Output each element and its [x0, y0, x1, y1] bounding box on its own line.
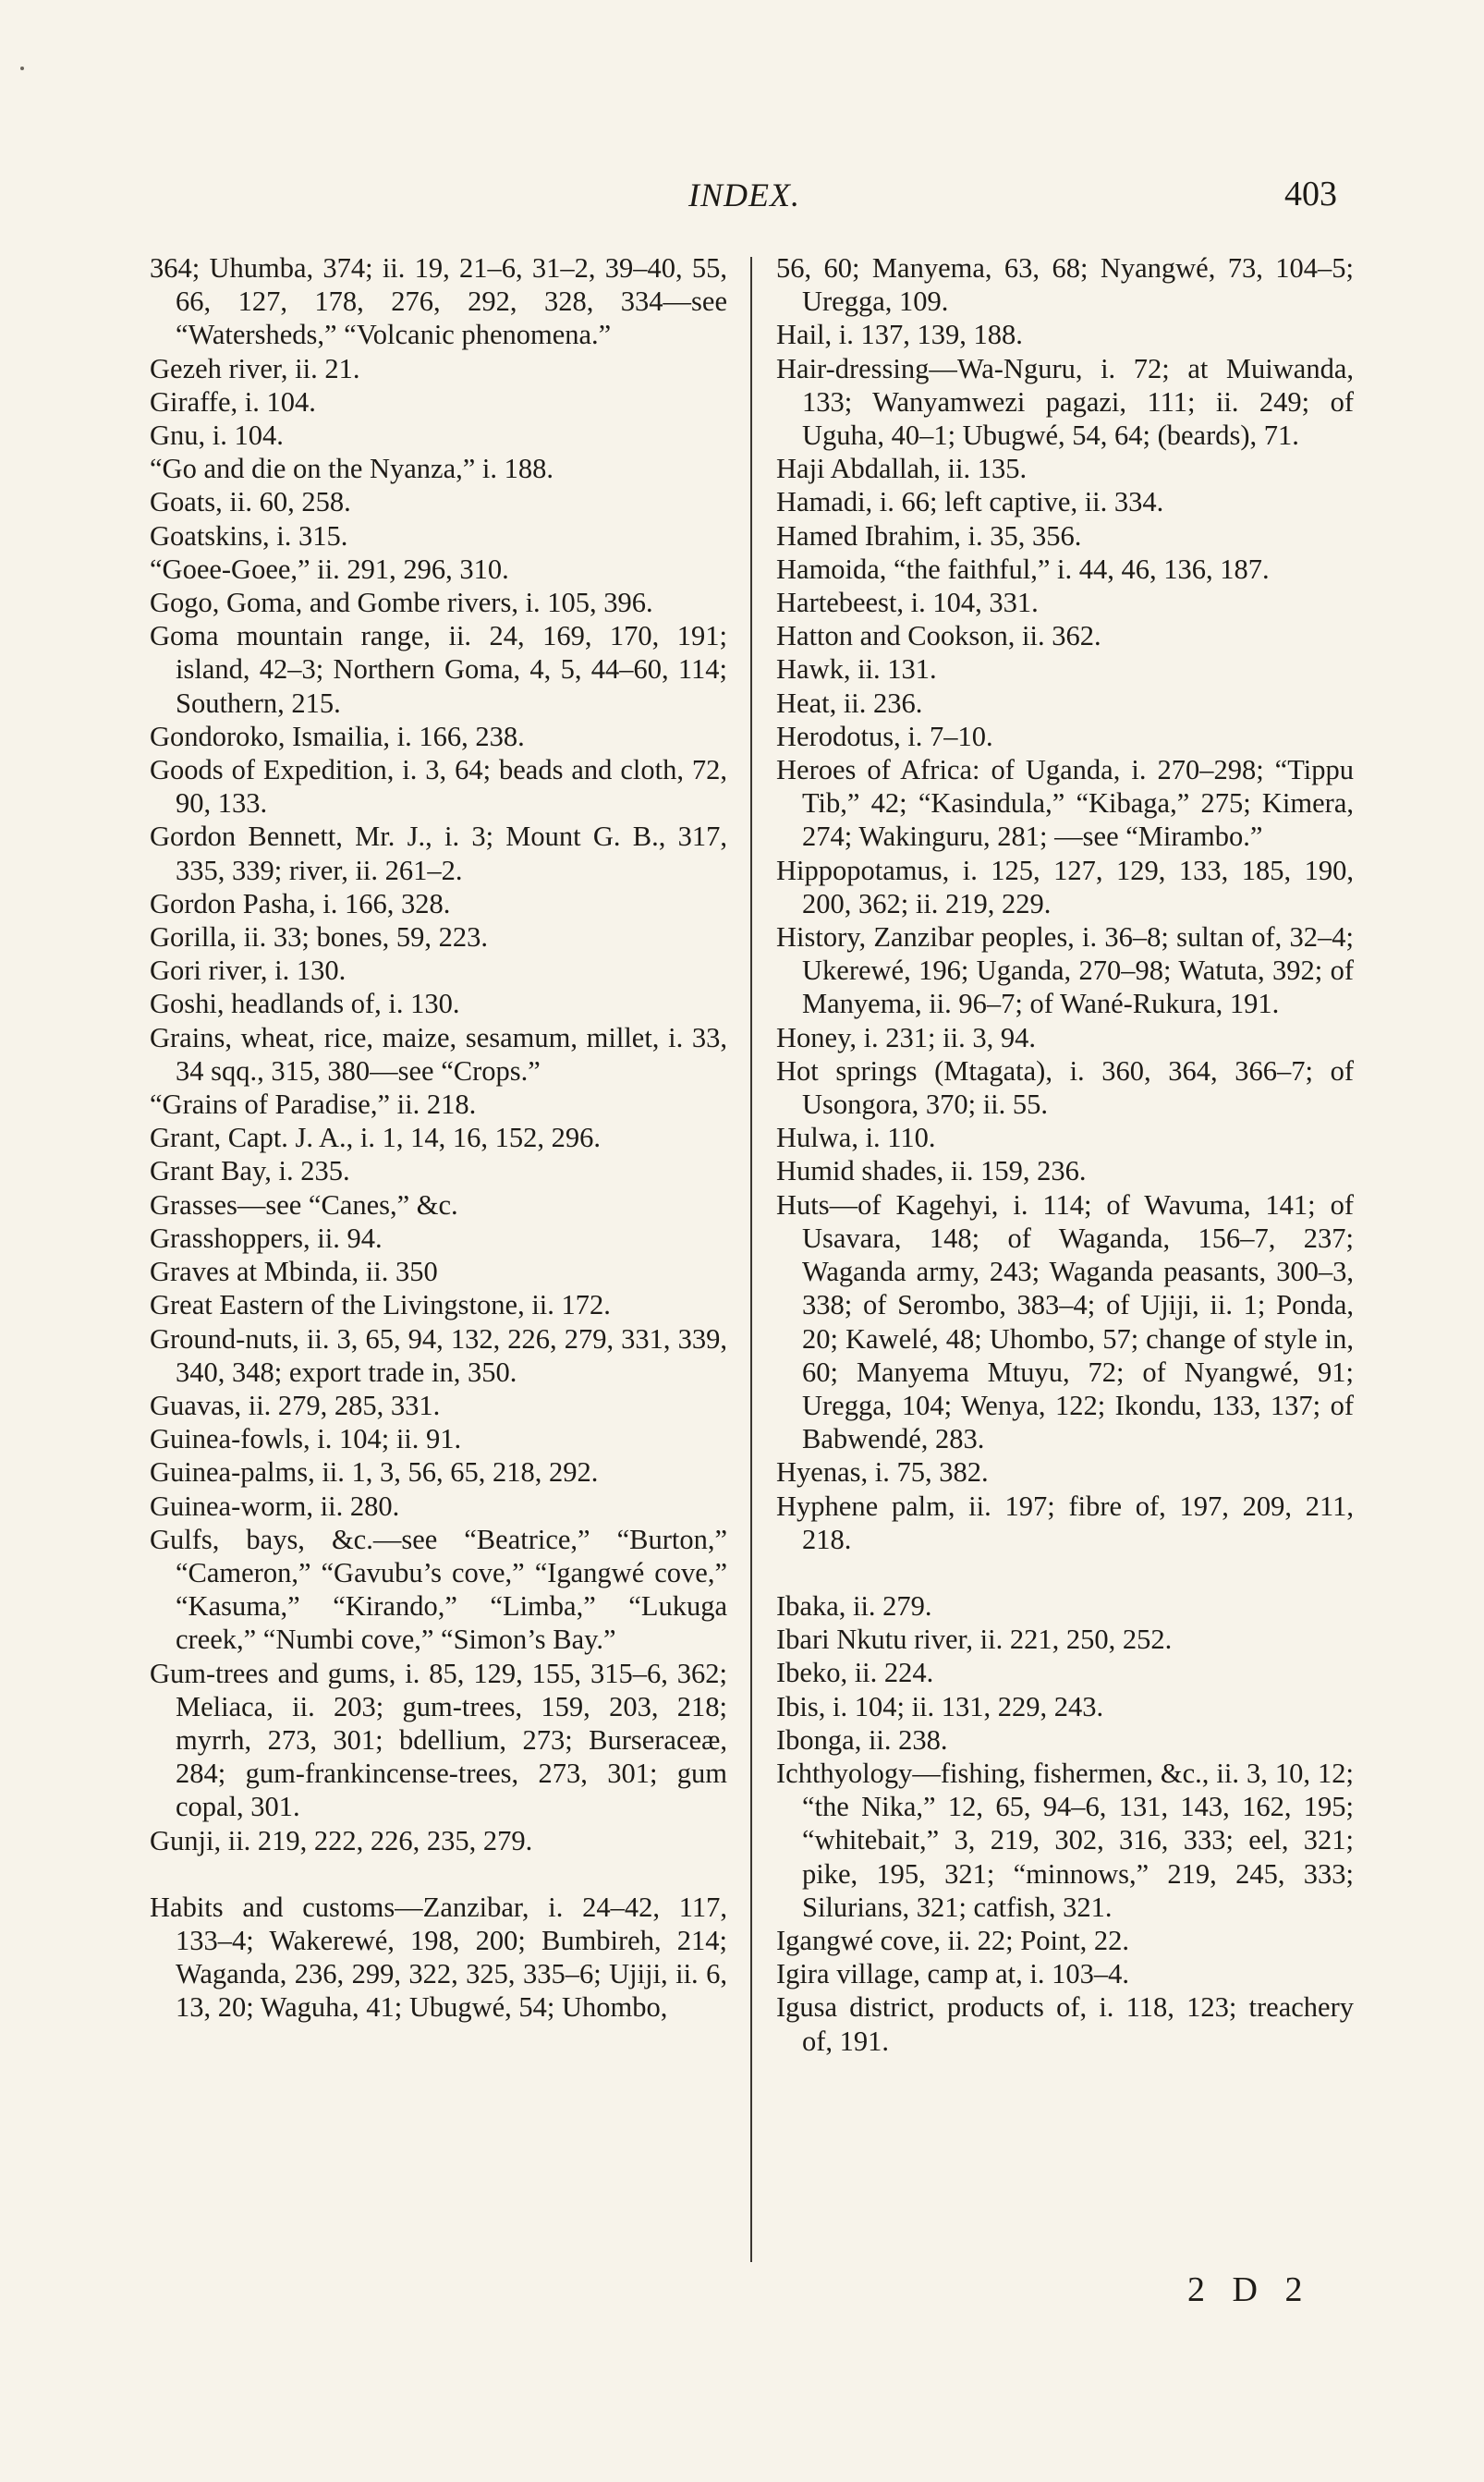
index-entry: Gori river, i. 130.	[150, 955, 347, 987]
index-entry: Goats, ii. 60, 258.	[150, 486, 351, 518]
index-entry: Hail, i. 137, 139, 188.	[776, 319, 1023, 351]
index-entry: Honey, i. 231; ii. 3, 94.	[776, 1021, 1036, 1053]
section-gap	[776, 1556, 1354, 1589]
index-column-right	[776, 251, 1354, 2058]
index-entry: Ibeko, ii. 224.	[776, 1657, 934, 1689]
index-entry: Graves at Mbinda, ii. 350	[150, 1256, 438, 1288]
section-gap	[150, 1857, 727, 1891]
index-entry: Gulfs, bays, &c.—see “Beatrice,” “Burton,” “Cameron,” “Gavubu’s cove,” “Igangwé cove,” “Kasuma,” “Kirando,” “Limba,” “Lukuga creek,” “Numbi cove,” “Simon’s Bay.”	[150, 1523, 727, 1656]
index-entry: Gorilla, ii. 33; bones, 59, 223.	[150, 921, 488, 954]
index-column-left	[150, 251, 727, 2025]
index-entry: Goatskins, i. 315.	[150, 519, 348, 552]
index-entry: Grasses—see “Canes,” &c.	[150, 1188, 458, 1221]
index-entry: “Goee-Goee,” ii. 291, 296, 310.	[150, 553, 509, 585]
index-entry: Habits and customs—Zanzibar, i. 24–42, 117, 133–4; Wakerewé, 198, 200; Bumbireh, 214; Waganda, 236, 299, 322, 325, 335–6; Ujiji, ii. 6, 13, 20; Waguha, 41; Ubugwé, 54; Uhombo,	[150, 1891, 727, 2024]
index-entry: Gnu, i. 104.	[150, 420, 284, 452]
index-entry: Ibari Nkutu river, ii. 221, 250, 252.	[776, 1624, 1173, 1656]
index-entry: Guinea-palms, ii. 1, 3, 56, 65, 218, 292.	[150, 1456, 599, 1489]
index-entry: Heroes of Africa: of Uganda, i. 270–298; “Tippu Tib,” 42; “Kasindula,” “Kibaga,” 275; Kimera, 274; Wakinguru, 281; —see “Mirambo.”	[776, 754, 1354, 853]
index-entry: Gunji, ii. 219, 222, 226, 235, 279.	[150, 1824, 533, 1856]
index-entry: 364; Uhumba, 374; ii. 19, 21–6, 31–2, 39–40, 55, 66, 127, 178, 276, 292, 328, 334—see “Watersheds,” “Volcanic phenomena.”	[150, 252, 727, 351]
running-title: INDEX.	[688, 176, 800, 213]
index-entry: Ibonga, ii. 238.	[776, 1723, 948, 1756]
index-entry: Gordon Bennett, Mr. J., i. 3; Mount G. B., 317, 335, 339; river, ii. 261–2.	[150, 821, 727, 886]
index-entry: Hamoida, “the faithful,” i. 44, 46, 136, 187.	[776, 553, 1270, 585]
index-entry: Hyphene palm, ii. 197; fibre of, 197, 209, 211, 218.	[776, 1490, 1354, 1555]
index-entry: Guinea-fowls, i. 104; ii. 91.	[150, 1423, 462, 1455]
index-entry: Huts—of Kagehyi, i. 114; of Wavuma, 141; of Usavara, 148; of Waganda, 156–7, 237; Waganda army, 243; Waganda peasants, 300–3, 338; of Serombo, 383–4; of Ujiji, ii. 1; Ponda, 20; Kawelé, 48; Uhombo, 57; change of style in, 60; Manyema Mtuyu, 72; of Nyangwé, 91; Uregga, 104; Wenya, 122; Ikondu, 133, 137; of Babwendé, 283.	[776, 1188, 1354, 1455]
index-entry: Great Eastern of the Livingstone, ii. 172.	[150, 1289, 611, 1321]
index-entry: Haji Abdallah, ii. 135.	[776, 453, 1028, 485]
index-entry: Guavas, ii. 279, 285, 331.	[150, 1389, 441, 1421]
index-entry: Gordon Pasha, i. 166, 328.	[150, 887, 451, 919]
index-entry: Gogo, Goma, and Gombe rivers, i. 105, 396.	[150, 587, 653, 619]
index-entry: Hatton and Cookson, ii. 362.	[776, 620, 1101, 652]
index-entry: Igusa district, products of, i. 118, 123; treachery of, 191.	[776, 1991, 1354, 2057]
margin-speck	[20, 67, 24, 70]
printer-signature: 2 D 2	[1187, 2270, 1312, 2309]
index-entry: Heat, ii. 236.	[776, 687, 923, 719]
index-entry: 56, 60; Manyema, 63, 68; Nyangwé, 73, 104–5; Uregga, 109.	[776, 252, 1354, 318]
index-entry: Goma mountain range, ii. 24, 169, 170, 191; island, 42–3; Northern Goma, 4, 5, 44–60, 114; Southern, 215.	[150, 620, 727, 719]
index-entry: Goods of Expedition, i. 3, 64; beads and cloth, 72, 90, 133.	[150, 754, 727, 820]
index-entry: “Go and die on the Nyanza,” i. 188.	[150, 453, 554, 485]
index-entry: Goshi, headlands of, i. 130.	[150, 988, 460, 1020]
index-entry: Hyenas, i. 75, 382.	[776, 1456, 989, 1489]
index-entry: Grasshoppers, ii. 94.	[150, 1222, 383, 1254]
index-entry: Hamadi, i. 66; left captive, ii. 334.	[776, 486, 1164, 518]
index-entry: “Grains of Paradise,” ii. 218.	[150, 1089, 477, 1121]
page-number: 403	[1284, 175, 1337, 213]
index-entry: Herodotus, i. 7–10.	[776, 720, 993, 752]
index-entry: Igangwé cove, ii. 22; Point, 22.	[776, 1924, 1130, 1956]
index-entry: Gezeh river, ii. 21.	[150, 352, 360, 384]
index-entry: Hamed Ibrahim, i. 35, 356.	[776, 519, 1082, 552]
index-entry: Hartebeest, i. 104, 331.	[776, 587, 1039, 619]
index-entry: Grant, Capt. J. A., i. 1, 14, 16, 152, 296.	[150, 1122, 601, 1154]
index-entry: Hippopotamus, i. 125, 127, 129, 133, 185, 190, 200, 362; ii. 219, 229.	[776, 854, 1354, 919]
column-divider	[750, 257, 752, 2262]
index-entry: Grant Bay, i. 235.	[150, 1155, 350, 1187]
index-entry: Gondoroko, Ismailia, i. 166, 238.	[150, 720, 525, 752]
index-entry: Hulwa, i. 110.	[776, 1122, 936, 1154]
index-entry: Guinea-worm, ii. 280.	[150, 1490, 400, 1522]
index-entry: Humid shades, ii. 159, 236.	[776, 1155, 1087, 1187]
index-entry: Grains, wheat, rice, maize, sesamum, millet, i. 33, 34 sqq., 315, 380—see “Crops.”	[150, 1021, 727, 1087]
index-entry: Hawk, ii. 131.	[776, 653, 937, 686]
index-entry: Gum-trees and gums, i. 85, 129, 155, 315–6, 362; Meliaca, ii. 203; gum-trees, 159, 203, 218; myrrh, 273, 301; bdellium, 273; Burseraceæ, 284; gum-frankincense-trees, 273, 301; gum copal, 301.	[150, 1657, 727, 1823]
index-entry: Ground-nuts, ii. 3, 65, 94, 132, 226, 279, 331, 339, 340, 348; export trade in, 350.	[150, 1322, 727, 1388]
index-entry: Ibaka, ii. 279.	[776, 1589, 932, 1622]
index-entry: Hot springs (Mtagata), i. 360, 364, 366–7; of Usongora, 370; ii. 55.	[776, 1054, 1354, 1121]
index-entry: History, Zanzibar peoples, i. 36–8; sultan of, 32–4; Ukerewé, 196; Uganda, 270–98; Watuta, 392; of Manyema, ii. 96–7; of Wané-Rukura, 191.	[776, 921, 1354, 1020]
index-entry: Igira village, camp at, i. 103–4.	[776, 1958, 1129, 1990]
index-entry: Hair-dressing—Wa-Nguru, i. 72; at Muiwanda, 133; Wanyamwezi pagazi, 111; ii. 249; of Uguha, 40–1; Ubugwé, 54, 64; (beards), 71.	[776, 352, 1354, 452]
index-entry: Ichthyology—fishing, fishermen, &c., ii. 3, 10, 12; “the Nika,” 12, 65, 94–6, 131, 143, 162, 195; “whitebait,” 3, 219, 302, 316, 333; eel, 321; pike, 195, 321; “minnows,” 219, 245, 333; Silurians, 321; catfish, 321.	[776, 1757, 1354, 1923]
index-entry: Ibis, i. 104; ii. 131, 229, 243.	[776, 1690, 1104, 1722]
index-entry: Giraffe, i. 104.	[150, 385, 316, 418]
